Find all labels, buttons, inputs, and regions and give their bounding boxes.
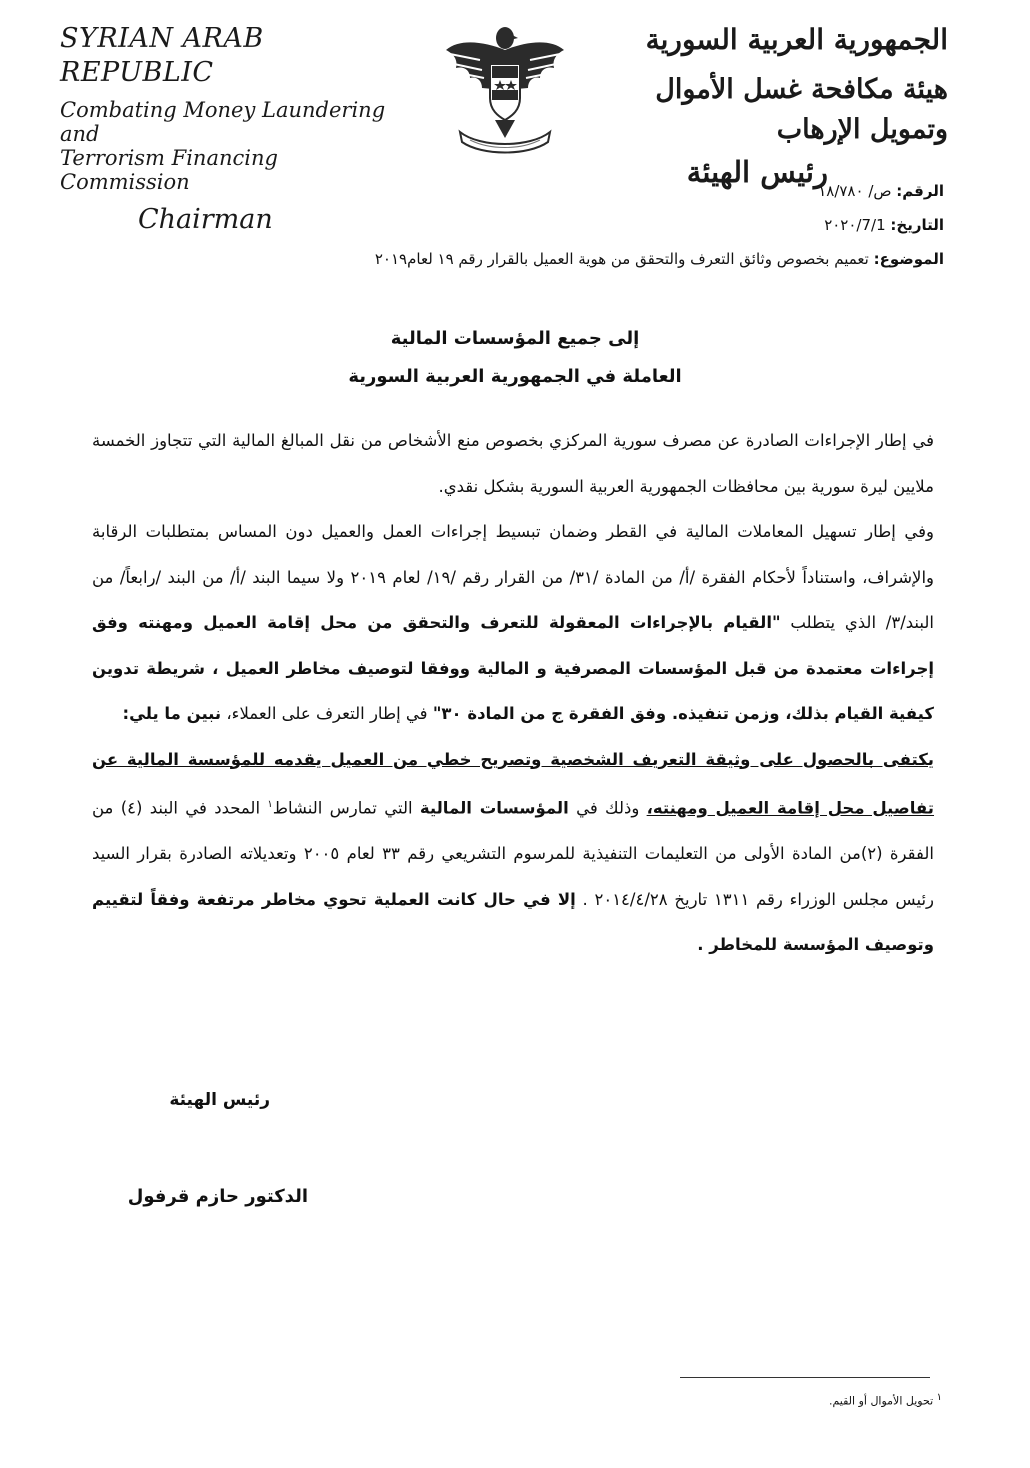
addressee: [0, 320, 1030, 396]
letterhead-country-ar: الجمهورية العربية السورية: [645, 23, 948, 56]
footnote-reference-mark: ١: [267, 799, 273, 810]
body-paragraph-1: في إطار الإجراءات الصادرة عن مصرف سورية المركزي بخصوص منع الأشخاص من نقل المبالغ المالية التي تتجاوز الخمسة ملايين ليرة سورية بين محافظات الجمهورية العربية السورية بشكل نقدي.: [92, 431, 934, 496]
footnote: [829, 1392, 942, 1408]
letterhead-country-en: SYRIAN ARAB REPUBLIC: [60, 23, 264, 88]
reference-subject: [84, 242, 944, 276]
footnote-divider: [680, 1377, 930, 1378]
letterhead-role-ar: رئيس الهيئة: [686, 155, 828, 189]
body-p3-text2: التي تمارس النشاط: [272, 798, 413, 818]
letterhead-agency-en-line1: Combating Money Laundering and: [60, 98, 386, 146]
reference-subject-value: تعميم بخصوص وثائق التعرف والتحقق من هوية العميل بالقرار رقم ١٩ لعام٢٠١٩: [374, 250, 869, 268]
body-p3-bold: المؤسسات المالية: [419, 798, 569, 818]
body-p2-text: وفي إطار تسهيل المعاملات المالية في القطر وضمان تبسيط إجراءات العمل والعميل دون المساس بمتطلبات الرقابة والإشراف، واستناداً لأحكام الفقرة /أ/ من المادة /٣١/ من القرار رقم /١٩/ لعام ٢٠١٩ ولا سيما البند /أ/ من البند /رابعاً/ من البند/٣/ الذي يتطلب: [92, 522, 935, 632]
body-p2-bold: "القيام بالإجراءات المعقولة للتعرف والتحقق من محل إقامة العميل ومهنته وفق إجراءات معتمدة من قبل المؤسسات المصرفية و المالية ووفقا لتوصيف مخاطر العميل ، شريطة تدوين كيفية القيام بذلك، وزمن تنفيذه. وفق الفقرة ج من المادة ٣٠": [92, 613, 934, 723]
reference-date-value: ٢٠٢٠/7/1: [824, 216, 886, 234]
letterhead-agency-ar: هيئة مكافحة غسل الأموال وتمويل الإرهاب: [655, 74, 948, 145]
reference-date: [84, 208, 944, 242]
reference-block: [84, 174, 944, 276]
reference-number-label: الرقم:: [896, 182, 944, 200]
footnote-text: تحويل الأموال أو القيم.: [828, 1394, 934, 1408]
signature-title: رئيس الهيئة: [169, 1090, 270, 1110]
letter-body: [92, 418, 934, 968]
body-p2-text2: في إطار التعرف على العملاء،: [226, 704, 428, 723]
reference-date-label: التاريخ:: [890, 216, 944, 234]
body-p3-text3: المحدد في البند (٤) من الفقرة (٢)من المادة الأولى من التعليمات التنفيذية للمرسوم التشريعي رقم ٣٣ لعام ٢٠٠٥ وتعديلاته الصادرة بقرار السيد رئيس مجلس الوزراء رقم ١٣١١ تاريخ ٢٠١٤/٤/٢٨ .: [92, 798, 935, 909]
letterhead-role-en: Chairman: [138, 204, 273, 235]
letterhead-agency-en-line2: Terrorism Financing Commission: [60, 146, 278, 194]
body-p3-bold-underline: يكتفى بالحصول على وثيقة التعريف الشخصية وتصريح خطي من العميل يقدمه للمؤسسة المالية عن تفاصيل محل إقامة العميل ومهنته،: [92, 749, 935, 818]
body-paragraph-3: [92, 737, 934, 968]
signature-name: الدكتور حازم قرفول: [127, 1186, 308, 1207]
reference-number-value: ص/ ١٨/٧٨٠: [818, 182, 892, 200]
body-paragraph-2: [92, 509, 934, 737]
footnote-mark: ١: [936, 1392, 942, 1403]
letterhead-arabic: [588, 20, 948, 192]
addressee-line1: إلى جميع المؤسسات المالية: [390, 328, 640, 349]
addressee-line2: العاملة في الجمهورية العربية السورية: [348, 366, 682, 387]
body-p2-bold2: نبين ما يلي:: [122, 704, 222, 723]
reference-subject-label: الموضوع:: [873, 250, 944, 268]
eagle-emblem-icon: [440, 20, 570, 160]
body-p3-bold2: إلا في حال كانت العملية تحوي مخاطر مرتفعة وفقاً لتقييم وتوصيف المؤسسة للمخاطر .: [92, 889, 934, 954]
reference-number: [84, 174, 944, 208]
body-p3-text: وذلك في: [576, 798, 640, 818]
